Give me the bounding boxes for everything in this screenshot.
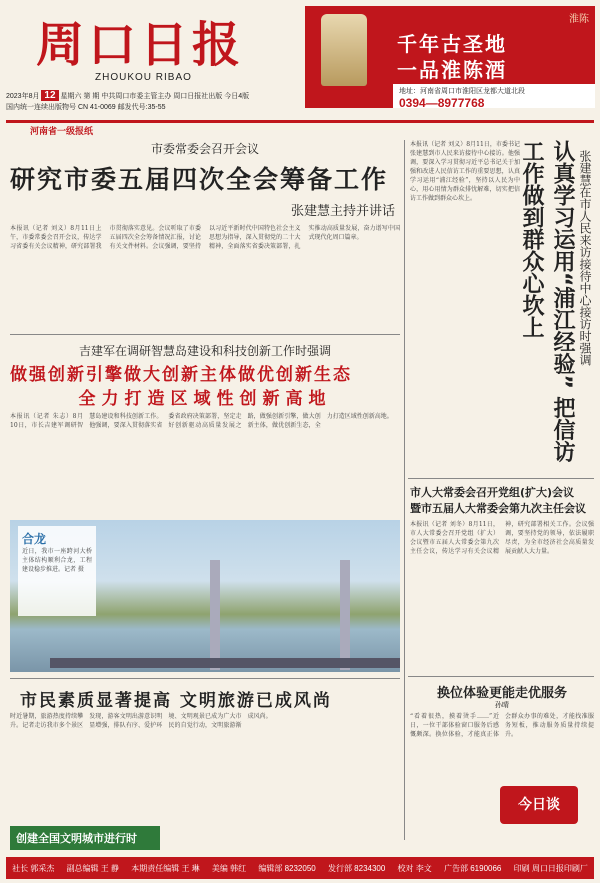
congress-headline-a: 市人大常委会召开党组(扩大)会议 — [410, 486, 575, 499]
lead-headline: 研究市委五届四次全会筹备工作 — [10, 165, 389, 194]
lead-body: 本报讯（记者 刘义）8月11日上午，市委常委会召开会议，传达学习省委有关会议精神，研究部署我市贯彻落实意见。会议听取了市委五届四次全会筹备情况汇报，讨论有关文件材料。会议强调，要坚持以习近平新时代中国特色社会主义思想为指导，深入贯彻党的二十大精神，全面落实省委决策部署，扎实推动高质量发展，奋力谱写中国式现代化周口篇章。 — [10, 225, 400, 250]
commentary-body: “看着很热，摸着烫手……”近日，一位干部体验窗口服务后感慨颇深。换位体验，才能真正体会群众办事的难处，才能找准服务短板，推动服务质量持续提升。 — [410, 713, 594, 738]
right-lead-headline-b: 把信访工作做到群众心坎上 — [519, 140, 575, 463]
publication-code: 国内统一连续出版物号 CN 41-0069 邮发代号:35-55 — [6, 104, 166, 111]
page-count: 今日4版 — [224, 93, 250, 100]
footer-item: 广告部 6190066 — [444, 863, 502, 873]
dateline — [6, 90, 300, 113]
ad-address: 地址：河南省周口市淮阳区龙都大道北段 — [399, 88, 525, 95]
photo-caption-tag: 合龙 — [22, 532, 47, 546]
lead-kicker: 市委常委会召开会议 — [150, 142, 259, 156]
footer-item: 社长 郭采杰 — [12, 863, 55, 873]
right-lead-body: 本报讯（记者 刘义）8月11日，市委书记张建慧到市人民来访接待中心接访。他强调，要深入学习贯彻习近平总书记关于加强和改进人民信访工作的重要思想，认真学习运用“浦江经验”，坚持以人民为中心，用心用情为群众排忧解难，切实把信访工作做到群众心坎上。 — [410, 141, 520, 202]
second-body: 本报讯（记者 朱志）8月10日，市长吉建军调研智慧岛建设和科技创新工作。他强调，要深入贯彻落实省委省政府决策部署，坚定走好创新驱动高质量发展之路，做强创新引擎，做大创新主体，做优创新生态，全力打造区域性创新高地。 — [10, 413, 393, 429]
masthead-pinyin: ZHOUKOU RIBAO — [95, 72, 192, 83]
footer-item: 发行部 8234300 — [327, 863, 386, 873]
column-divider — [404, 140, 405, 840]
ad-line-1: 千年古圣地 — [397, 32, 507, 56]
second-headline-b: 全力打造区域性创新高地 — [78, 389, 332, 409]
photo-caption-box — [18, 526, 96, 616]
right-lead-headline-a: 认真学习运用“浦江经验” — [550, 140, 575, 389]
commentary-seal: 今日谈 — [500, 786, 578, 824]
publisher: 中共周口市委主管主办 — [101, 93, 172, 100]
issue-day: 12 — [41, 90, 58, 101]
bottom-headline: 市民素质显著提高 文明旅游已成风尚 — [20, 691, 332, 711]
ad-phone: 0394—8977768 — [399, 96, 485, 110]
issue-date: 2023年8月 — [6, 93, 40, 100]
footer-credits — [6, 857, 594, 879]
ad-brand: 淮陈 — [569, 14, 589, 25]
issue-number: 第 期 — [83, 93, 100, 100]
right-lead-sub: 张建慧在市人民来访接待中心接访时强调 — [578, 150, 592, 366]
lead-subheadline: 张建慧主持并讲话 — [290, 204, 395, 219]
second-kicker: 吉建军在调研智慧岛建设和科技创新工作时强调 — [78, 344, 331, 358]
footer-item: 副总编辑 王 静 — [66, 863, 120, 873]
masthead-rule — [6, 120, 594, 123]
photo-caption: 近日，我市一座跨河大桥主体结构顺利合龙，工程建设稳步推进。记者 摄 — [22, 548, 92, 573]
footer-item: 印刷 周口日报印刷厂 — [513, 863, 588, 873]
second-headline-a: 做强创新引擎做大创新主体做优创新生态 — [10, 365, 352, 385]
sponsor: 周口日报社出版 — [173, 93, 223, 100]
congress-body: 本报讯（记者 刘冬）8月11日，市人大常委会召开党组（扩大）会议暨市五届人大常委会第九次主任会议，传达学习有关会议精神，研究部署相关工作。会议强调，要坚持党的领导，依法履职尽责，为全市经济社会高质量发展贡献人大力量。 — [410, 521, 594, 555]
footer-item: 编辑部 8232050 — [258, 863, 316, 873]
section-rule — [10, 334, 400, 335]
ad-contact — [393, 84, 595, 108]
footer-item: 本期责任编辑 王 琳 — [131, 863, 200, 873]
paper-grade: 河南省一级报纸 — [30, 126, 94, 136]
bottle-image — [321, 14, 367, 86]
civic-banner: 创建全国文明城市进行时 — [10, 826, 160, 850]
congress-headline-b: 暨市五届人大常委会第九次主任会议 — [410, 502, 586, 515]
commentary-author: 孙晴 — [495, 701, 509, 709]
footer-item: 美编 韩红 — [211, 863, 247, 873]
bottom-body: 时近暑期，旅游热度持续攀升。记者走访我市多个景区发现，游客文明出游意识明显增强，排队有序、爱护环境、文明观景已成为广大市民的自觉行动，文明旅游渐成风尚。 — [10, 713, 272, 729]
weekday: 星期六 — [60, 93, 82, 100]
liquor-ad — [305, 6, 595, 108]
ad-line-2: 一品淮陈酒 — [397, 58, 507, 82]
footer-item: 校对 李文 — [397, 863, 432, 873]
masthead-title: 周口日报 — [36, 17, 245, 73]
commentary-headline: 换位体验更能走优服务 — [436, 686, 567, 701]
bridge-photo — [10, 520, 400, 672]
